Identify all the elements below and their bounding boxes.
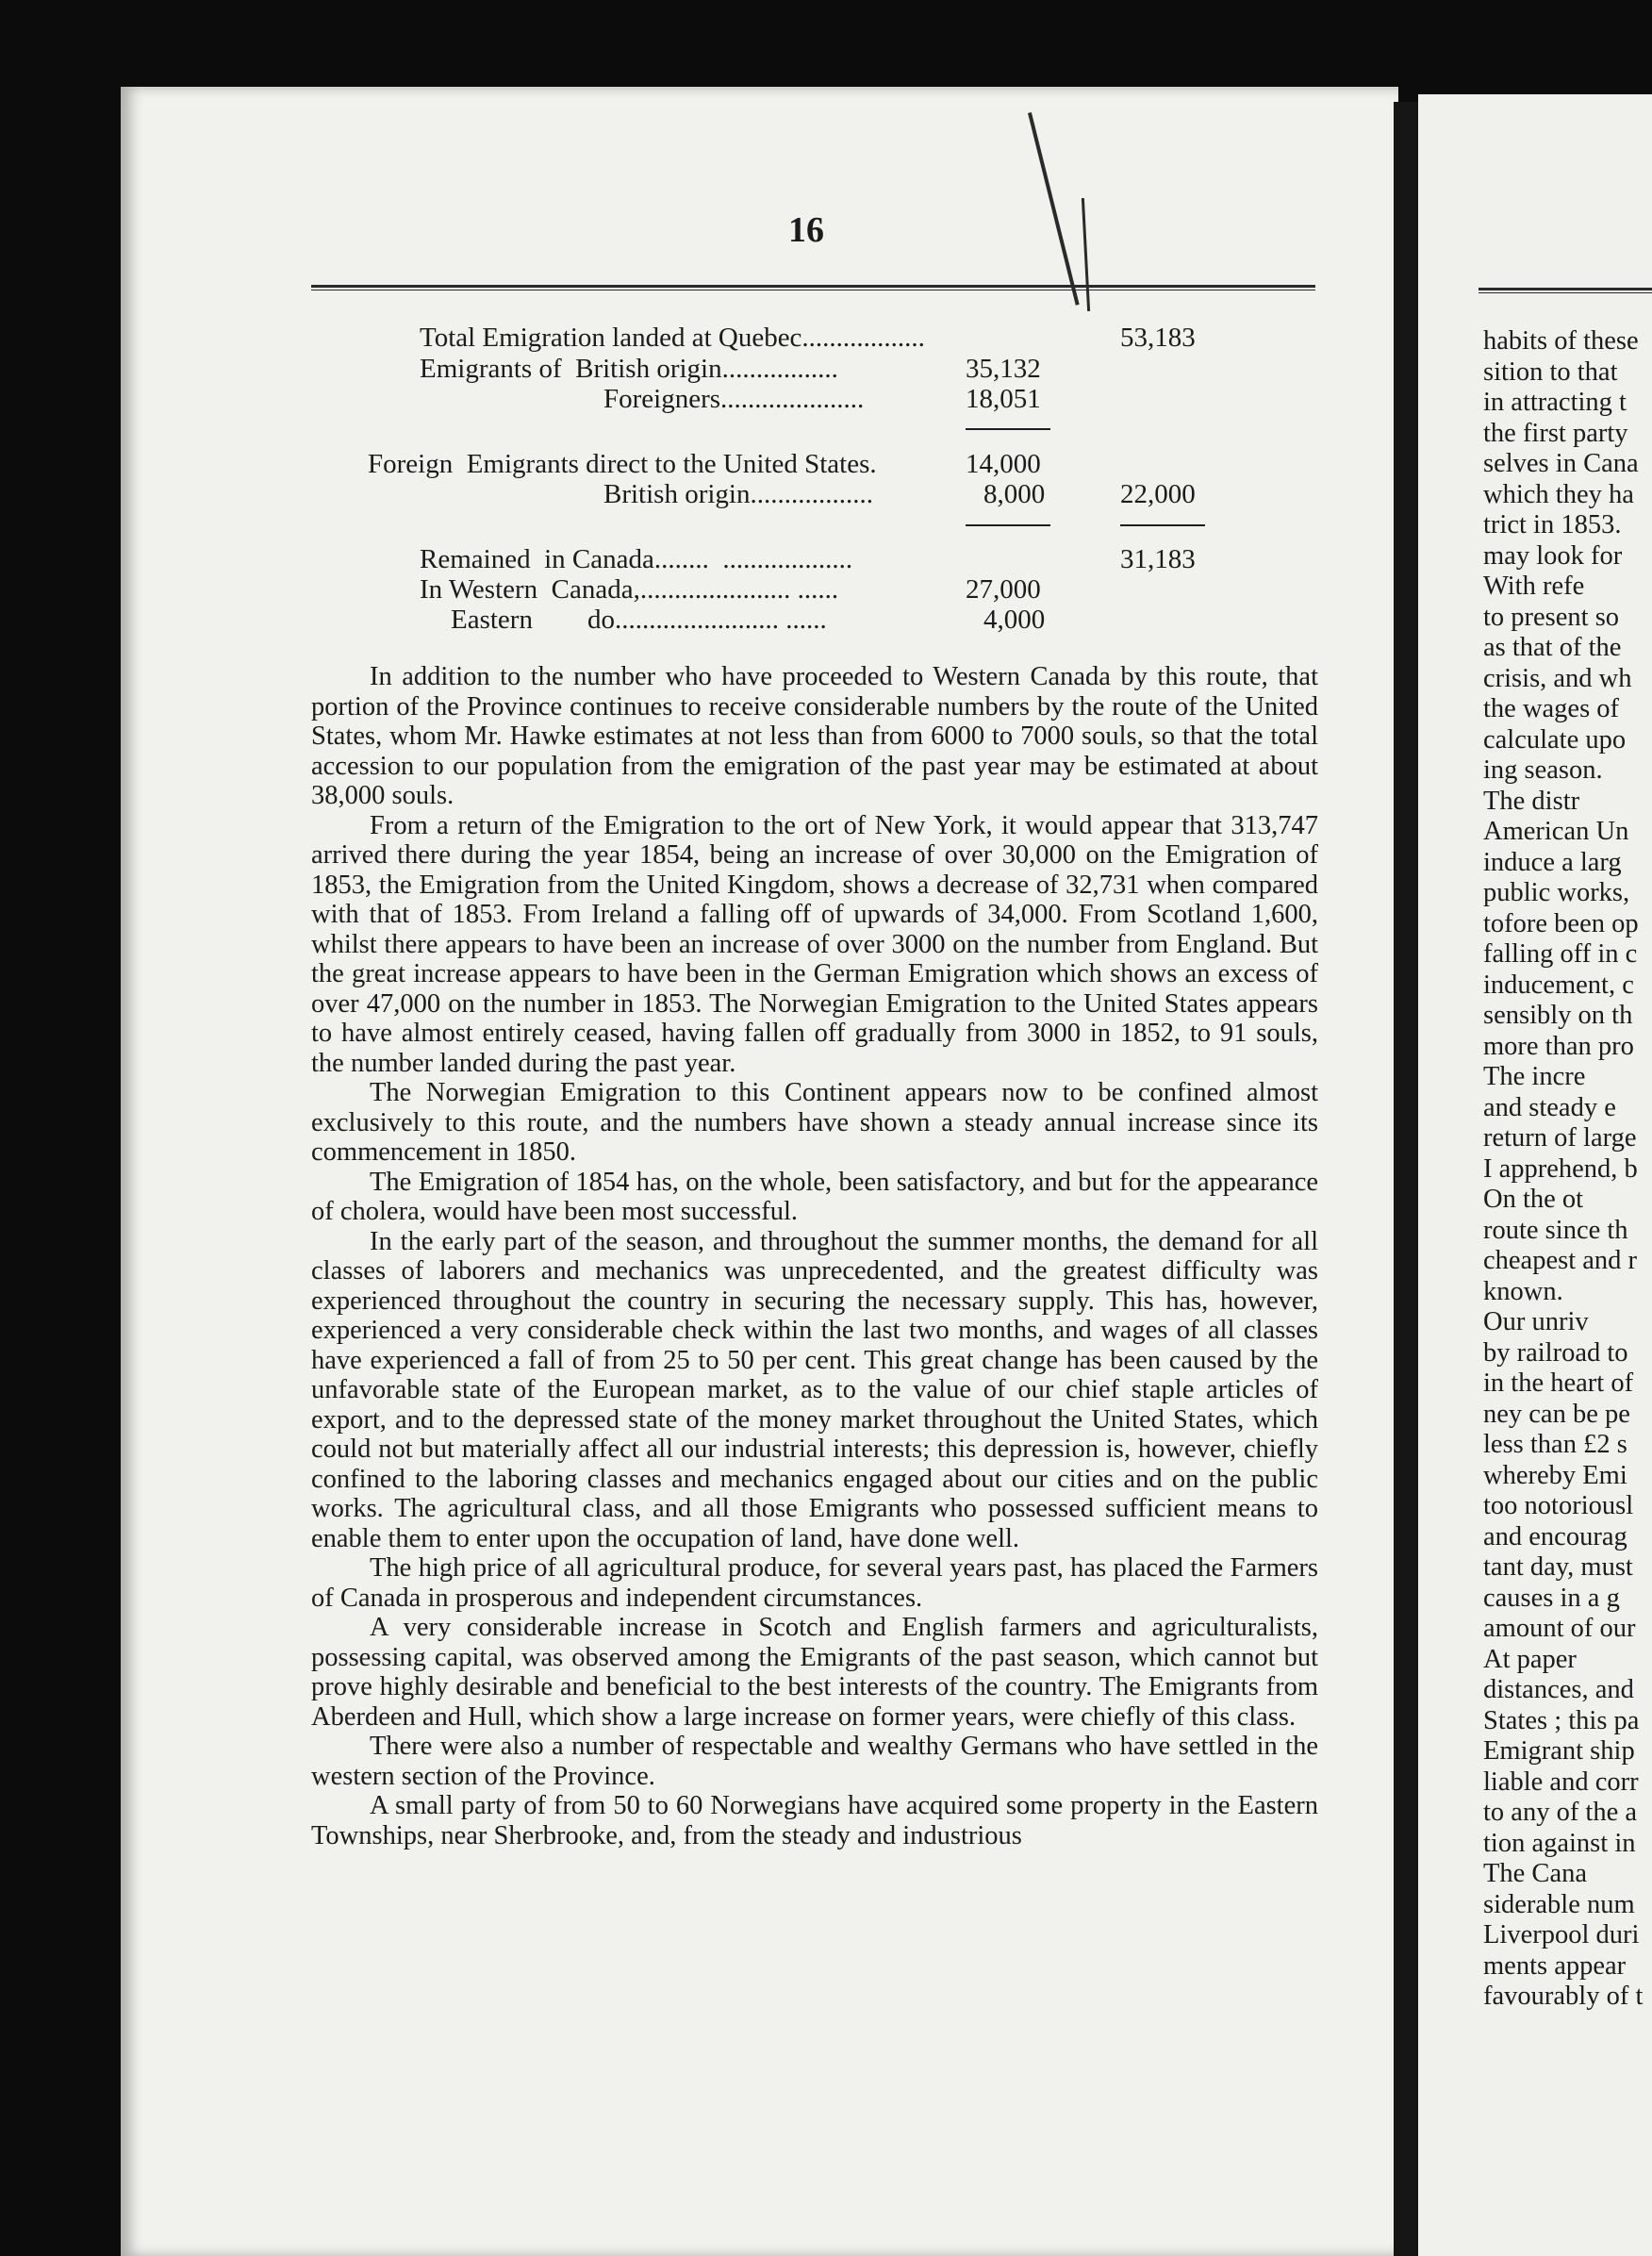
sum-line <box>1120 524 1205 526</box>
right-page-text <box>1483 326 1652 2013</box>
sum-line <box>966 428 1050 430</box>
table-row-label: British origin.................. <box>603 479 873 509</box>
right-page-line: calculate upo <box>1483 724 1627 755</box>
right-page-line: as that of the <box>1483 633 1622 662</box>
right-page-line: liable and corr <box>1483 1767 1639 1797</box>
header-rule <box>311 285 1315 290</box>
paragraph: A very considerable increase in Scotch and English farmers and agriculturalists, possessing capital, was observed among the Emigrants of the past season, which cannot but prove highly desirable and beneficial to the best interests of the country. The Emigrants from Aberdeen and Hull, which show a large increase on former years, were chiefly of this class. <box>311 1613 1318 1732</box>
binding-gutter <box>1394 102 1418 2256</box>
right-page-line: to any of the a <box>1483 1798 1638 1827</box>
right-page-line: The Cana <box>1483 1859 1587 1888</box>
right-page-line: in the heart of <box>1483 1369 1634 1398</box>
right-page-line: distances, and <box>1483 1675 1634 1704</box>
right-page-line: selves in Cana <box>1483 449 1639 478</box>
table-value: 27,000 <box>966 574 1041 605</box>
right-page-line: in attracting t <box>1483 388 1627 417</box>
table-row-label: Emigrants of British origin................. <box>420 354 838 384</box>
right-page-line: amount of our <box>1483 1614 1636 1643</box>
table-row-label: Foreign Emigrants direct to the United States. <box>368 449 877 479</box>
table-row-label: Remained in Canada........ ................... <box>420 544 853 574</box>
right-page-line: causes in a g <box>1483 1583 1620 1613</box>
table-row-label: Total Emigration landed at Quebec.................. <box>420 323 925 353</box>
table-value: 8,000 <box>983 479 1046 509</box>
paragraph: The Emigration of 1854 has, on the whole, been satisfactory, and but for the appearance of cholera, would have been most successful. <box>311 1167 1318 1226</box>
paragraph: A small party of from 50 to 60 Norwegians have acquired some property in the Eastern Townships, near Sherbrooke, and, from the steady and industrious <box>311 1791 1318 1850</box>
right-page-line: siderable num <box>1483 1889 1635 1919</box>
right-page-line: return of large <box>1483 1123 1637 1153</box>
right-page-line: too notoriousl <box>1483 1491 1634 1520</box>
right-page-line: to present so <box>1483 602 1620 632</box>
right-page-line: the first party <box>1483 418 1628 448</box>
table-row-label: Foreigners..................... <box>603 384 865 414</box>
right-page-line: Emigrant ship <box>1483 1736 1635 1766</box>
table-row-label: In Western Canada,...................... ...... <box>420 574 839 605</box>
right-page-header-rule <box>1479 288 1652 293</box>
right-page-line: tofore been op <box>1483 908 1639 938</box>
right-page-line: ney can be pe <box>1483 1399 1630 1429</box>
right-page-line: sensibly on th <box>1483 1001 1633 1030</box>
table-value: 53,183 <box>1120 323 1196 353</box>
paragraph: From a return of the Emigration to the ort of New York, it would appear that 313,747 arrived there during the year 1854, being an increase of over 30,000 on the Emigration of 1853, the Emigration from the United Kingdom, shows a decrease of 32,731 when compared with that of 1853. From Ireland a falling off of upwards of 34,000. From Scotland 1,600, whilst there appears to have been an increase of over 3000 on the number from England. But the great increase appears to have been in the German Emigration which shows an excess of over 47,000 on the number in 1853. The Norwegian Emigration to the United States appears to have almost entirely ceased, having fallen off gradually from 3000 in 1852, to 91 souls, the number landed during the past year. <box>311 810 1318 1078</box>
page-number: 16 <box>788 210 824 250</box>
right-page-line: ments appear <box>1483 1950 1627 1981</box>
table-value: 31,183 <box>1120 544 1196 574</box>
table-value: 14,000 <box>966 449 1041 479</box>
right-page-line: inducement, c <box>1483 970 1634 1000</box>
right-page-line: whereby Emi <box>1483 1460 1627 1490</box>
paragraph: In addition to the number who have proceeded to Western Canada by this route, that portion of the Province continues to receive considerable numbers by the route of the United States, whom Mr. Hawke estimates at not less than from 6000 to 7000 souls, so that the total accession to our population from the emigration of the past year may be estimated at about 38,000 souls. <box>311 662 1318 810</box>
right-page-line: favourably of t <box>1483 1982 1644 2011</box>
right-page-line: States ; this pa <box>1483 1705 1640 1735</box>
table-value: 4,000 <box>983 605 1046 635</box>
right-page-line: Our unriv <box>1483 1307 1589 1336</box>
right-page-line: and encourag <box>1483 1521 1627 1551</box>
right-page-line: American Un <box>1483 817 1629 846</box>
right-page-line: Liverpool duri <box>1483 1920 1640 1949</box>
right-page-line: known. <box>1483 1276 1563 1306</box>
right-page-line: and steady e <box>1483 1092 1616 1122</box>
table-value: 35,132 <box>966 354 1041 384</box>
paragraph: There were also a number of respectable and wealthy Germans who have settled in the western section of the Province. <box>311 1732 1318 1791</box>
right-page-line: ing season. <box>1483 755 1603 785</box>
right-page-line: The incre <box>1483 1062 1586 1091</box>
right-page-line: I apprehend, b <box>1483 1153 1638 1184</box>
paragraph: The Norwegian Emigration to this Continent appears now to be confined almost exclusively to this route, and the numbers have shown a steady annual increase since its commencement in 1850. <box>311 1078 1318 1167</box>
right-page-line: public works, <box>1483 878 1630 907</box>
paragraph: The high price of all agricultural produce, for several years past, has placed the Farmers of Canada in prosperous and independent circumstances. <box>311 1553 1318 1613</box>
right-page-line: tion against in <box>1483 1828 1636 1858</box>
table-value: 18,051 <box>966 384 1041 414</box>
right-page-line: by railroad to <box>1483 1337 1628 1368</box>
right-page-line: habits of these <box>1483 326 1639 356</box>
right-page-line: cheapest and r <box>1483 1246 1637 1275</box>
right-page-line: With refe <box>1483 572 1585 601</box>
table-row-label: Eastern do........................ ...... <box>451 605 827 635</box>
table-value: 22,000 <box>1120 479 1196 509</box>
right-page-line: sition to that <box>1483 357 1618 387</box>
sum-line <box>966 524 1050 526</box>
right-page-line: less than £2 s <box>1483 1430 1627 1459</box>
right-page-line: tant day, must <box>1483 1552 1633 1582</box>
right-page-line: which they ha <box>1483 479 1634 509</box>
paragraph: In the early part of the season, and throughout the summer months, the demand for all classes of laborers and mechanics was unprecedented, and the greatest difficulty was experienced throughout the country in securing the necessary supply. This has, however, experienced a very considerable check within the last two months, and wages of all classes have experienced a fall of from 25 to 50 per cent. This great change has been caused by the unfavorable state of the European market, as to the value of our chief staple articles of export, and to the depressed state of the money market throughout the United States, which could not but materially affect all our industrial interests; this depression is, however, chiefly confined to the laboring classes and mechanics engaged about our cities and on the public works. The agricultural class, and all those Emigrants who possessed sufficient means to enable them to enter upon the occupation of land, have done well. <box>311 1226 1318 1553</box>
right-page-line: route since th <box>1483 1215 1628 1245</box>
body-text <box>311 662 1318 1850</box>
right-page-line: On the ot <box>1483 1185 1584 1214</box>
right-page-line: crisis, and wh <box>1483 663 1632 693</box>
right-page-line: the wages of <box>1483 694 1620 723</box>
right-page-line: trict in 1853. <box>1483 510 1622 539</box>
right-page-line: more than pro <box>1483 1031 1634 1061</box>
right-page-line: induce a larg <box>1483 847 1622 877</box>
right-page-line: may look for <box>1483 540 1623 571</box>
right-page-line: The distr <box>1483 786 1580 816</box>
right-page-line: falling off in c <box>1483 939 1638 969</box>
right-page <box>1418 94 1652 2256</box>
right-page-line: At paper <box>1483 1644 1577 1674</box>
